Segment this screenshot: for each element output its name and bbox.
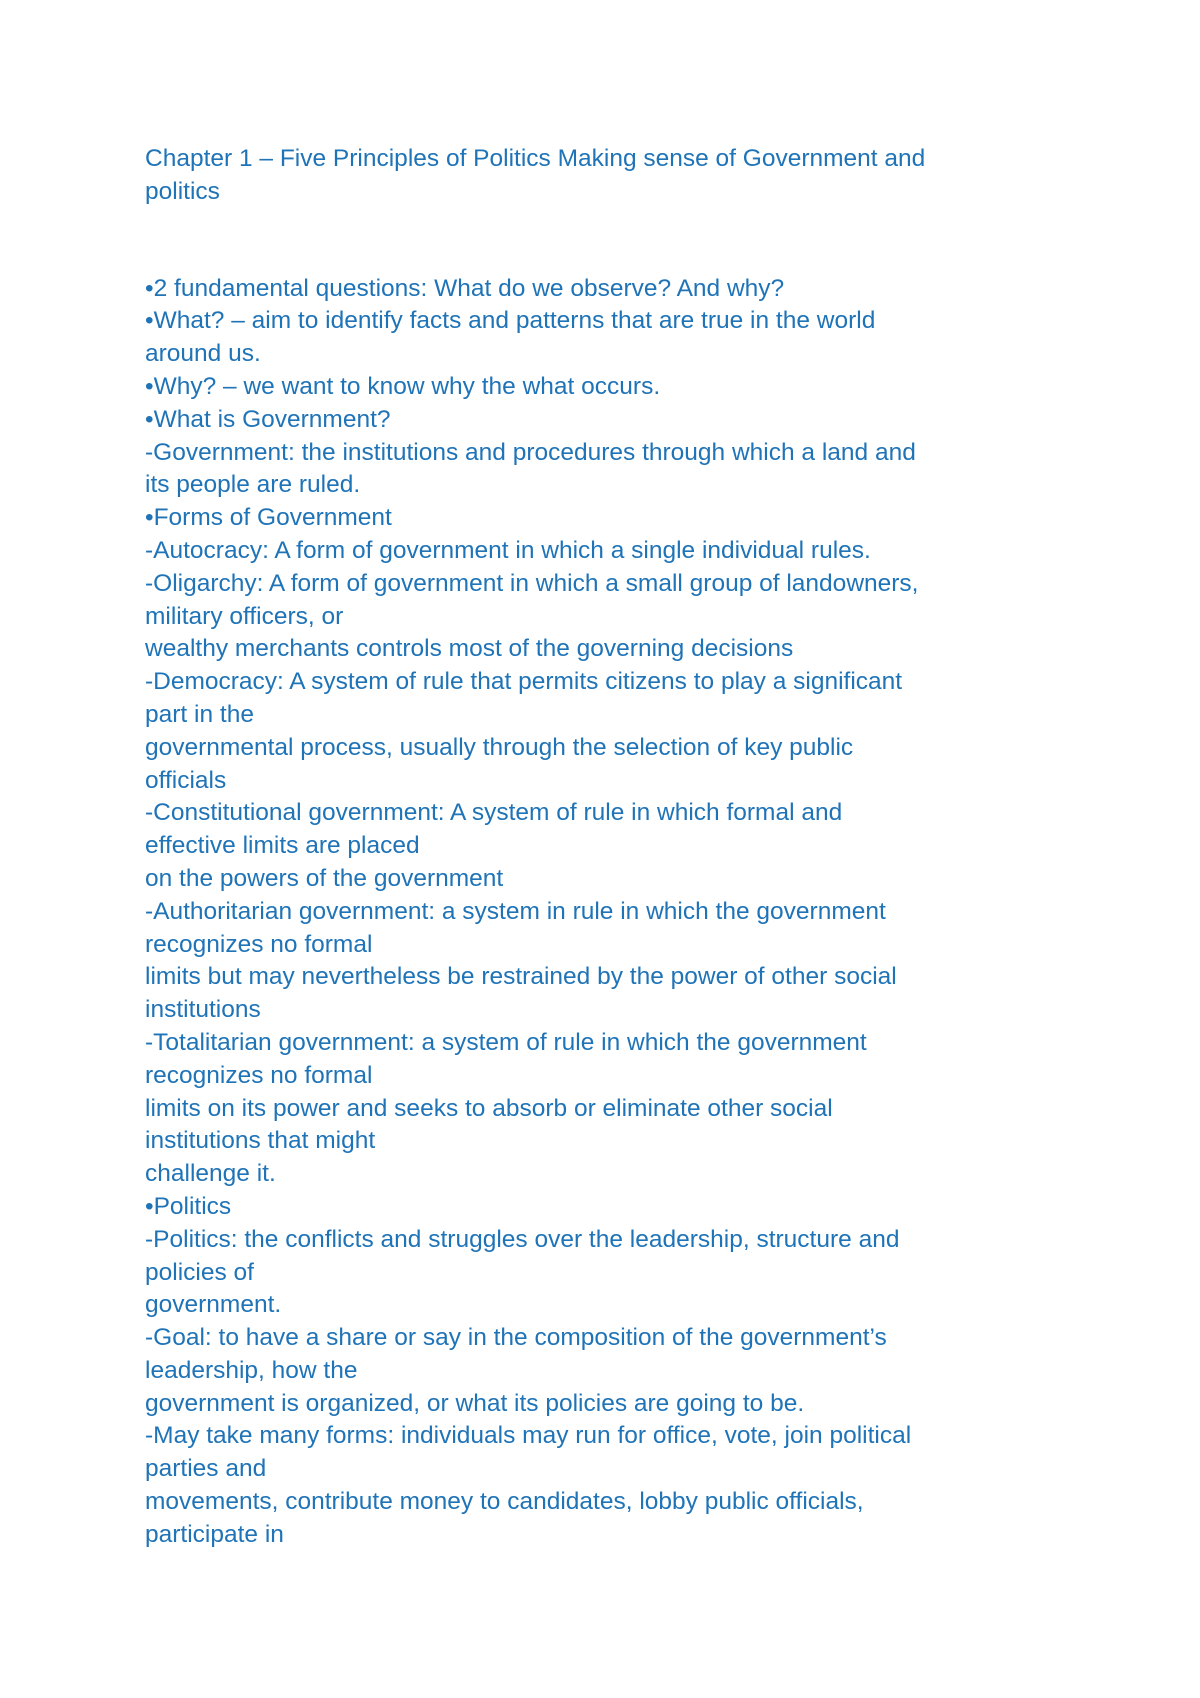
text-line: effective limits are placed bbox=[145, 832, 420, 860]
text-line: military officers, or bbox=[145, 602, 344, 630]
text-line: officials bbox=[145, 766, 227, 794]
text-line: -Politics: the conflicts and struggles over the leadership, structure and bbox=[145, 1225, 900, 1253]
text-line: •What? – aim to identify facts and patterns that are true in the world bbox=[145, 307, 876, 335]
text-line: recognizes no formal bbox=[145, 930, 373, 958]
text-line: -Democracy: A system of rule that permits citizens to play a significant bbox=[145, 668, 903, 696]
document-title bbox=[145, 143, 1065, 209]
text-line: limits on its power and seeks to absorb or eliminate other social bbox=[145, 1094, 833, 1122]
document-content bbox=[145, 143, 1065, 1552]
text-line: -Autocracy: A form of government in which a single individual rules. bbox=[145, 536, 871, 564]
text-line: institutions that might bbox=[145, 1127, 376, 1155]
text-line: participate in bbox=[145, 1520, 284, 1548]
text-line: challenge it. bbox=[145, 1160, 276, 1188]
text-line: policies of bbox=[145, 1258, 254, 1286]
text-line: -Totalitarian government: a system of rule in which the government bbox=[145, 1028, 867, 1056]
text-line: •2 fundamental questions: What do we observe? And why? bbox=[145, 274, 785, 302]
text-line: -Constitutional government: A system of rule in which formal and bbox=[145, 799, 843, 827]
text-line: -Government: the institutions and procedures through which a land and bbox=[145, 438, 916, 466]
text-line: •Why? – we want to know why the what occurs. bbox=[145, 372, 661, 400]
text-line: government. bbox=[145, 1291, 282, 1319]
text-line: -Goal: to have a share or say in the composition of the government’s bbox=[145, 1324, 887, 1352]
title-line: politics bbox=[145, 177, 220, 205]
text-line: recognizes no formal bbox=[145, 1061, 373, 1089]
document-body bbox=[145, 273, 1065, 1552]
text-line: -Oligarchy: A form of government in which a small group of landowners, bbox=[145, 569, 919, 597]
text-line: government is organized, or what its policies are going to be. bbox=[145, 1389, 805, 1417]
text-line: wealthy merchants controls most of the governing decisions bbox=[145, 635, 794, 663]
text-line: movements, contribute money to candidates, lobby public officials, bbox=[145, 1488, 864, 1516]
title-line: Chapter 1 – Five Principles of Politics Making sense of Government and bbox=[145, 145, 926, 172]
text-line: •Politics bbox=[145, 1192, 232, 1220]
text-line: •What is Government? bbox=[145, 405, 391, 433]
text-line: its people are ruled. bbox=[145, 471, 361, 499]
text-line: parties and bbox=[145, 1455, 267, 1483]
text-line: -May take many forms: individuals may run for office, vote, join political bbox=[145, 1422, 912, 1450]
text-line: •Forms of Government bbox=[145, 504, 392, 532]
text-line: -Authoritarian government: a system in rule in which the government bbox=[145, 897, 886, 925]
text-line: around us. bbox=[145, 340, 261, 368]
text-line: governmental process, usually through the selection of key public bbox=[145, 733, 854, 761]
text-line: part in the bbox=[145, 700, 254, 728]
text-line: limits but may nevertheless be restrained by the power of other social bbox=[145, 963, 897, 991]
text-line: leadership, how the bbox=[145, 1356, 358, 1384]
text-line: institutions bbox=[145, 996, 261, 1024]
text-line: on the powers of the government bbox=[145, 864, 504, 892]
